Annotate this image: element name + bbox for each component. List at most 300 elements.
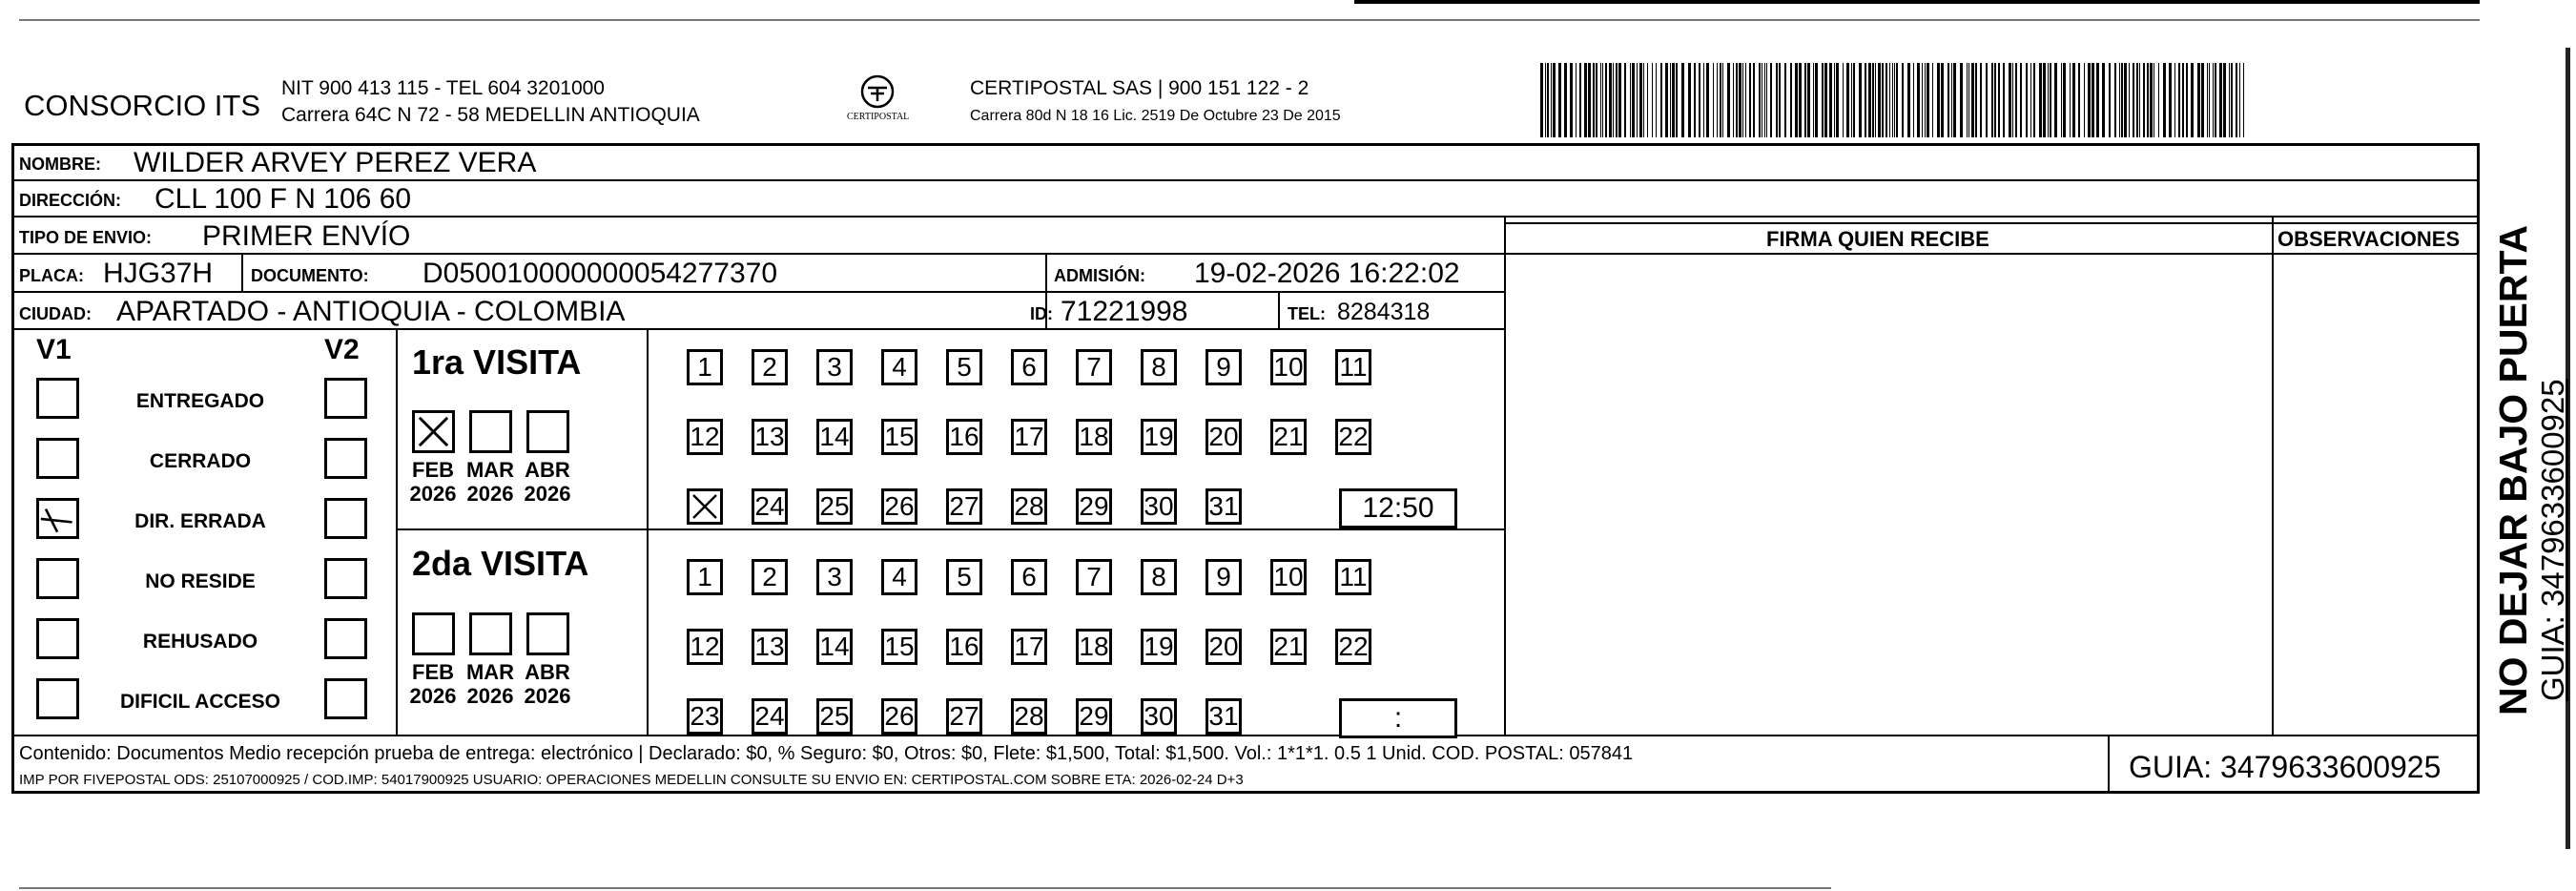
day-box[interactable]: 15 (881, 629, 917, 665)
barcode-bar (2209, 63, 2210, 137)
barcode-bar (1991, 63, 1993, 137)
barcode-bar (2039, 63, 2042, 137)
barcode-bar (2243, 63, 2244, 137)
barcode-bar (2213, 63, 2214, 137)
row-line (11, 328, 1504, 330)
barcode-bar (1660, 63, 1662, 137)
barcode-bar (1665, 63, 1668, 137)
barcode-bar (1727, 63, 1730, 137)
day-box[interactable]: 11 (1335, 349, 1371, 385)
col-line (1504, 216, 1506, 736)
barcode-bar (1790, 63, 1792, 137)
barcode-bar (1784, 63, 1786, 137)
barcode-bar (2197, 63, 2200, 137)
company-nit: NIT 900 413 115 - TEL 604 3201000 (281, 77, 605, 99)
barcode-bar (2012, 63, 2013, 137)
day-box[interactable]: 9 (1206, 349, 1242, 385)
barcode-bar (2109, 63, 2111, 137)
col-line (241, 253, 243, 291)
day-box[interactable]: 13 (752, 419, 788, 455)
col-line (396, 328, 398, 736)
footer-guia: GUIA: 3479633600925 (2129, 750, 2442, 784)
barcode-bar (1843, 63, 1844, 137)
barcode-bar (1913, 63, 1914, 137)
barcode-bar (2191, 63, 2194, 137)
barcode-bar (1733, 63, 1734, 137)
month-label: FEB 2026 (409, 458, 457, 507)
day-box[interactable]: 21 (1270, 419, 1307, 455)
barcode-bar (1804, 63, 1806, 137)
v1-checkbox[interactable] (36, 618, 79, 659)
barcode-bar (1917, 63, 1920, 137)
month-checkbox[interactable] (526, 612, 569, 655)
barcode-bar (2015, 63, 2017, 137)
barcode-bar (2229, 63, 2230, 137)
day-box[interactable]: 8 (1141, 349, 1177, 385)
day-box[interactable]: 18 (1076, 629, 1112, 665)
day-box[interactable]: 26 (881, 488, 917, 525)
barcode-bar (1643, 63, 1644, 137)
day-box[interactable]: 25 (816, 488, 853, 525)
barcode-bar (2003, 63, 2005, 137)
barcode-bar (2215, 63, 2216, 137)
visit-divider (396, 528, 1505, 530)
barcode-bar (1951, 63, 1952, 137)
first-visit-title: 1ra VISITA (412, 342, 582, 382)
barcode-bar (1764, 63, 1765, 137)
barcode-bar (2139, 63, 2140, 137)
day-box[interactable]: 20 (1206, 419, 1242, 455)
company-address: Carrera 64C N 72 - 58 MEDELLIN ANTIOQUIA (281, 104, 700, 126)
barcode-bar (1624, 63, 1626, 137)
barcode-bar (1822, 63, 1824, 137)
day-box[interactable]: 24 (752, 488, 788, 525)
v2-checkbox[interactable] (324, 378, 367, 419)
day-box[interactable]: 2 (752, 349, 788, 385)
barcode-bar (1739, 63, 1741, 137)
row-line (11, 253, 1504, 255)
day-box[interactable] (687, 488, 723, 525)
certipostal-logo-text: CERTIPOSTAL (847, 112, 910, 122)
barcode-bar (2150, 63, 2153, 137)
barcode-bar (1902, 63, 1904, 137)
id-value: 71221998 (1061, 296, 1188, 327)
barcode-bar (1618, 63, 1621, 137)
barcode-bar (1605, 63, 1607, 137)
certipostal-address: Carrera 80d N 18 16 Lic. 2519 De Octubre 23 De 2015 (970, 108, 1341, 124)
barcode-bar (1846, 63, 1849, 137)
day-box[interactable]: 28 (1011, 488, 1047, 525)
barcode-bar (2072, 63, 2075, 137)
barcode-bar (1742, 63, 1743, 137)
footer-imp: IMP POR FIVEPOSTAL ODS: 25107000925 / COD.IMP: 54017900925 USUARIO: OPERACIONES MEDELLIN CONSULTE SU ENVIO EN: CERTIPOSTAL.COM SOBRE ETA: 2026-02-24 D+3 (19, 772, 1244, 788)
day-box[interactable]: 14 (816, 419, 853, 455)
day-box[interactable]: 10 (1270, 349, 1307, 385)
barcode (1540, 63, 2251, 137)
row-line (11, 291, 1504, 293)
barcode-bar (1770, 63, 1772, 137)
time-box[interactable]: : (1339, 698, 1457, 738)
barcode-bar (1925, 63, 1926, 137)
top-scan-line (19, 19, 2480, 21)
barcode-bar (1713, 63, 1714, 137)
barcode-bar (1564, 63, 1567, 137)
barcode-bar (2114, 63, 2116, 137)
barcode-bar (2169, 63, 2172, 137)
documento-value: D050010000000054277370 (422, 258, 778, 289)
barcode-bar (1853, 63, 1855, 137)
barcode-bar (1994, 63, 1996, 137)
barcode-bar (2033, 63, 2035, 137)
barcode-bar (1593, 63, 1595, 137)
day-box[interactable]: 12 (687, 629, 723, 665)
v1-checkbox[interactable] (36, 678, 79, 719)
barcode-bar (1558, 63, 1561, 137)
day-box[interactable]: 13 (752, 629, 788, 665)
day-box[interactable]: 27 (946, 698, 982, 735)
day-box[interactable]: 7 (1076, 349, 1112, 385)
barcode-bar (1886, 63, 1887, 137)
day-box[interactable]: 12 (687, 419, 723, 455)
side-warning: NO DEJAR BAJO PUERTA (2491, 224, 2535, 715)
month-label: FEB 2026 (409, 660, 457, 709)
day-box[interactable]: 1 (687, 559, 723, 595)
barcode-bar (1892, 63, 1893, 137)
barcode-bar (1688, 63, 1691, 137)
barcode-bar (2143, 63, 2145, 137)
barcode-bar (1894, 63, 1895, 137)
barcode-bar (1632, 63, 1635, 137)
barcode-bar (2102, 63, 2105, 137)
day-box[interactable]: 29 (1076, 488, 1112, 525)
day-box[interactable]: 24 (752, 698, 788, 735)
barcode-bar (1652, 63, 1653, 137)
barcode-bar (1749, 63, 1751, 137)
barcode-bar (1588, 63, 1591, 137)
barcode-bar (1553, 63, 1556, 137)
day-box[interactable]: 3 (816, 349, 853, 385)
v2-checkbox[interactable] (324, 438, 367, 479)
barcode-bar (1907, 63, 1910, 137)
barcode-bar (1971, 63, 1974, 137)
barcode-bar (1609, 63, 1612, 137)
barcode-bar (1859, 63, 1862, 137)
barcode-bar (1875, 63, 1876, 137)
barcode-bar (2136, 63, 2138, 137)
barcode-bar (1613, 63, 1614, 137)
tipo-envio-value: PRIMER ENVÍO (202, 220, 411, 252)
barcode-bar (1579, 63, 1581, 137)
barcode-bar (1986, 63, 1988, 137)
guia-divider (2108, 735, 2110, 794)
barcode-bar (1616, 63, 1618, 137)
barcode-bar (1681, 63, 1684, 137)
barcode-bar (2092, 63, 2094, 137)
company-name: CONSORCIO ITS (24, 89, 261, 122)
barcode-bar (2223, 63, 2226, 137)
certipostal-name: CERTIPOSTAL SAS | 900 151 122 - 2 (970, 77, 1309, 99)
barcode-bar (2147, 63, 2149, 137)
v1-checkbox[interactable] (36, 498, 79, 539)
barcode-bar (1600, 63, 1601, 137)
barcode-bar (2026, 63, 2028, 137)
barcode-bar (2239, 63, 2240, 137)
placa-value: HJG37H (103, 258, 214, 289)
day-box[interactable]: 9 (1206, 559, 1242, 595)
direccion-label: DIRECCIÓN: (19, 191, 121, 210)
barcode-bar (2048, 63, 2049, 137)
barcode-bar (1596, 63, 1597, 137)
barcode-bar (2174, 63, 2175, 137)
row-line (1504, 222, 2480, 224)
day-box[interactable]: 2 (752, 559, 788, 595)
barcode-bar (2030, 63, 2031, 137)
day-box[interactable]: 6 (1011, 559, 1047, 595)
barcode-bar (1670, 63, 1671, 137)
barcode-bar (1941, 63, 1944, 137)
barcode-bar (2054, 63, 2057, 137)
col-line (647, 328, 649, 736)
ciudad-value: APARTADO - ANTIOQUIA - COLOMBIA (116, 296, 626, 327)
status-label: NO RESIDE (145, 570, 256, 592)
barcode-bar (2096, 63, 2099, 137)
month-label: ABR 2026 (524, 660, 571, 709)
month-checkbox[interactable] (412, 612, 455, 655)
status-label: ENTREGADO (135, 390, 265, 412)
observaciones-label: OBSERVACIONES (2277, 227, 2461, 251)
barcode-bar (1953, 63, 1956, 137)
barcode-bar (2121, 63, 2123, 137)
barcode-bar (1980, 63, 1982, 137)
barcode-bar (2231, 63, 2233, 137)
row-line (1504, 253, 2480, 255)
barcode-bar (2133, 63, 2134, 137)
barcode-bar (1872, 63, 1874, 137)
row-line (11, 216, 2480, 218)
day-box[interactable]: 31 (1206, 488, 1242, 525)
admision-value: 19-02-2026 16:22:02 (1194, 258, 1460, 289)
barcode-bar (2158, 63, 2159, 137)
barcode-bar (1927, 63, 1929, 137)
day-box[interactable]: 31 (1206, 698, 1242, 735)
day-box[interactable]: 27 (946, 488, 982, 525)
direccion-value: CLL 100 F N 106 60 (155, 183, 412, 215)
side-guia: GUIA: 3479633600925 (2535, 379, 2570, 701)
barcode-bar (1829, 63, 1832, 137)
barcode-bar (2201, 63, 2204, 137)
barcode-bar (1937, 63, 1940, 137)
barcode-bar (1745, 63, 1746, 137)
v1-checkbox[interactable] (36, 438, 79, 479)
barcode-bar (1967, 63, 1968, 137)
day-box[interactable]: 22 (1335, 629, 1371, 665)
barcode-bar (1570, 63, 1573, 137)
barcode-bar (1889, 63, 1890, 137)
barcode-bar (1540, 63, 1543, 137)
day-box[interactable]: 20 (1206, 629, 1242, 665)
day-box[interactable]: 14 (816, 629, 853, 665)
admision-label: ADMISIÓN: (1054, 266, 1145, 285)
day-box[interactable]: 5 (946, 349, 982, 385)
barcode-bar (1813, 63, 1814, 137)
barcode-bar (1706, 63, 1709, 137)
day-box[interactable]: 1 (687, 349, 723, 385)
v2-checkbox[interactable] (324, 498, 367, 539)
col-line (2272, 216, 2274, 736)
id-label: ID: (1030, 304, 1053, 323)
barcode-bar (2043, 63, 2046, 137)
tel-label: TEL: (1288, 304, 1326, 323)
day-box[interactable]: 19 (1141, 419, 1177, 455)
barcode-bar (2219, 63, 2222, 137)
day-box[interactable]: 6 (1011, 349, 1047, 385)
barcode-bar (1878, 63, 1881, 137)
day-box[interactable]: 11 (1335, 559, 1371, 595)
barcode-bar (1968, 63, 1969, 137)
placa-label: PLACA: (19, 266, 84, 285)
day-box[interactable]: 10 (1270, 559, 1307, 595)
day-box[interactable]: 15 (881, 419, 917, 455)
barcode-bar (1647, 63, 1648, 137)
barcode-bar (1815, 63, 1818, 137)
bottom-scan-line (19, 887, 1831, 889)
certipostal-logo (839, 73, 916, 130)
barcode-bar (1759, 63, 1761, 137)
barcode-bar (1824, 63, 1827, 137)
day-box[interactable]: 29 (1076, 698, 1112, 735)
barcode-bar (1865, 63, 1866, 137)
barcode-bar (1947, 63, 1949, 137)
day-box[interactable]: 28 (1011, 698, 1047, 735)
barcode-bar (1672, 63, 1675, 137)
barcode-bar (1630, 63, 1631, 137)
barcode-bar (1807, 63, 1810, 137)
month-label: MAR 2026 (465, 458, 515, 507)
day-box[interactable]: 8 (1141, 559, 1177, 595)
footer-contenido: Contenido: Documentos Medio recepción prueba de entrega: electrónico | Declarado: $0, % Seguro: $0, Otros: $0, Flete: $1,500, Total: $1,500. Vol.: 1*1*1. 0.5 1 Unid. COD. POSTAL: 057841 (19, 743, 1634, 764)
day-box[interactable]: 26 (881, 698, 917, 735)
barcode-bar (1551, 63, 1552, 137)
tipo-envio-label: TIPO DE ENVIO: (19, 228, 153, 247)
month-checkbox[interactable] (412, 410, 455, 453)
barcode-bar (1676, 63, 1678, 137)
barcode-bar (2186, 63, 2188, 137)
month-label: MAR 2026 (465, 660, 515, 709)
day-box[interactable]: 21 (1270, 629, 1307, 665)
row-line (11, 179, 2480, 181)
day-box[interactable]: 3 (816, 559, 853, 595)
barcode-bar (1922, 63, 1923, 137)
status-label: DIFICIL ACCESO (119, 691, 280, 713)
second-visit-title: 2da VISITA (412, 544, 589, 583)
nombre-value: WILDER ARVEY PEREZ VERA (134, 147, 537, 178)
firma-label: FIRMA QUIEN RECIBE (1766, 227, 1989, 251)
barcode-bar (2009, 63, 2011, 137)
day-box[interactable]: 4 (881, 349, 917, 385)
day-box[interactable]: 16 (946, 419, 982, 455)
barcode-bar (1960, 63, 1963, 137)
month-checkbox[interactable] (526, 410, 569, 453)
barcode-bar (2163, 63, 2166, 137)
documento-label: DOCUMENTO: (251, 266, 369, 285)
day-box[interactable]: 4 (881, 559, 917, 595)
day-box[interactable]: 5 (946, 559, 982, 595)
barcode-bar (1720, 63, 1721, 137)
month-label: ABR 2026 (524, 458, 571, 507)
barcode-bar (1547, 63, 1549, 137)
v2-checkbox[interactable] (324, 678, 367, 719)
month-checkbox[interactable] (469, 612, 512, 655)
barcode-bar (1722, 63, 1723, 137)
ciudad-label: CIUDAD: (19, 304, 92, 323)
nombre-label: NOMBRE: (19, 155, 101, 174)
status-label: DIR. ERRADA (134, 510, 266, 532)
status-label: CERRADO (149, 450, 252, 472)
barcode-bar (1834, 63, 1835, 137)
barcode-bar (2207, 63, 2208, 137)
day-box[interactable]: 19 (1141, 629, 1177, 665)
barcode-bar (1799, 63, 1802, 137)
col-line (1278, 291, 1280, 329)
day-box[interactable]: 22 (1335, 419, 1371, 455)
barcode-bar (2050, 63, 2051, 137)
barcode-bar (1779, 63, 1781, 137)
v2-label: V2 (324, 334, 360, 365)
day-box[interactable]: 17 (1011, 629, 1047, 665)
barcode-bar (2063, 63, 2066, 137)
v1-checkbox[interactable] (36, 558, 79, 599)
barcode-bar (1868, 63, 1871, 137)
barcode-bar (2236, 63, 2237, 137)
barcode-bar (1736, 63, 1738, 137)
barcode-bar (1836, 63, 1839, 137)
barcode-bar (2182, 63, 2184, 137)
barcode-bar (2088, 63, 2091, 137)
barcode-bar (2084, 63, 2085, 137)
barcode-bar (1699, 63, 1700, 137)
day-box[interactable]: 30 (1141, 698, 1177, 735)
time-box[interactable]: 12:50 (1339, 488, 1457, 528)
barcode-bar (1766, 63, 1767, 137)
barcode-bar (1637, 63, 1638, 137)
v1-label: V1 (36, 334, 72, 365)
status-label: REHUSADO (142, 631, 258, 653)
day-box[interactable]: 17 (1011, 419, 1047, 455)
barcode-bar (1882, 63, 1884, 137)
day-box[interactable]: 18 (1076, 419, 1112, 455)
barcode-bar (1795, 63, 1798, 137)
barcode-bar (1703, 63, 1704, 137)
barcode-bar (2061, 63, 2062, 137)
barcode-bar (2178, 63, 2180, 137)
day-box[interactable]: 16 (946, 629, 982, 665)
barcode-bar (2020, 63, 2022, 137)
day-box[interactable]: 7 (1076, 559, 1112, 595)
barcode-bar (1717, 63, 1718, 137)
day-box[interactable]: 23 (687, 698, 723, 735)
v2-checkbox[interactable] (324, 558, 367, 599)
day-box[interactable]: 25 (816, 698, 853, 735)
barcode-bar (1932, 63, 1933, 137)
month-checkbox[interactable] (469, 410, 512, 453)
barcode-bar (1776, 63, 1778, 137)
barcode-bar (2124, 63, 2127, 137)
v1-checkbox[interactable] (36, 378, 79, 419)
v2-checkbox[interactable] (324, 618, 367, 659)
day-box[interactable]: 30 (1141, 488, 1177, 525)
barcode-bar (1851, 63, 1852, 137)
barcode-bar (1584, 63, 1587, 137)
